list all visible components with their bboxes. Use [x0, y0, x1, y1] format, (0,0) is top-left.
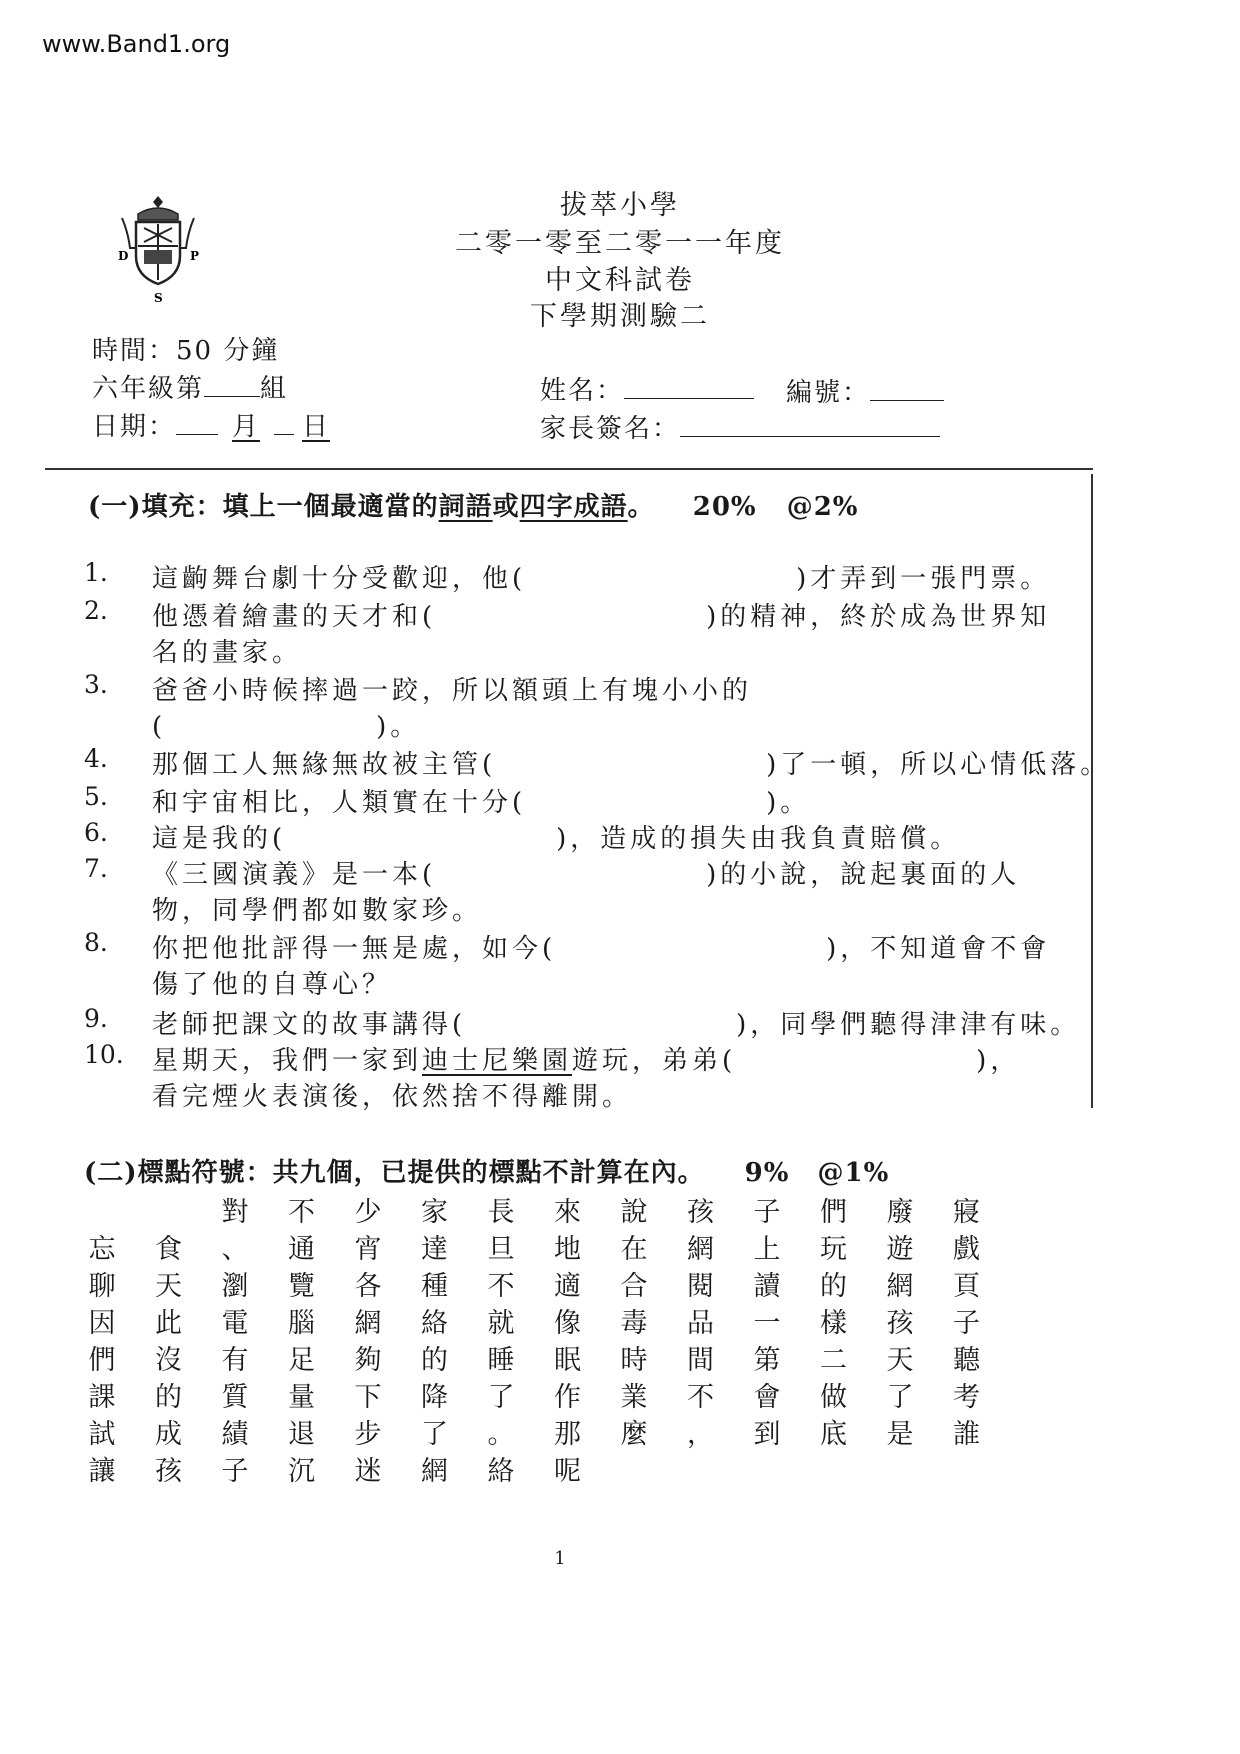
section1-title-pre: (一)填充：填上一個最適當的: [88, 492, 439, 522]
grid-character: 、: [221, 1234, 249, 1265]
q3-number: 3.: [84, 670, 108, 699]
grid-character: 通: [288, 1234, 315, 1265]
grid-character: 那: [554, 1419, 581, 1450]
exam-title: 下學期測驗二: [530, 301, 710, 332]
grid-character: 時: [620, 1345, 648, 1376]
grid-character: 寢: [953, 1197, 980, 1228]
q8-line2: 傷了他的自尊心？: [152, 970, 393, 1000]
grid-character: 不: [288, 1197, 315, 1228]
grid-character: 二: [820, 1345, 847, 1376]
grid-character: 不: [487, 1271, 515, 1302]
grid-character: 遊: [886, 1234, 914, 1265]
grid-character: 的: [820, 1271, 847, 1302]
grid-character: 樣: [820, 1308, 847, 1339]
grid-character: 考: [953, 1382, 980, 1413]
grid-character: 績: [221, 1419, 249, 1450]
grid-row: [82, 1338, 1002, 1374]
q4-number: 4.: [84, 744, 108, 773]
grid-character: 間: [687, 1345, 714, 1376]
grid-character: 食: [155, 1234, 182, 1265]
grid-character: 。: [487, 1419, 515, 1450]
q7-line1: 《三國演義》是一本( )的小說，說起裏面的人: [152, 860, 1021, 890]
grid-character: 瀏: [221, 1271, 249, 1302]
section2-each: @1%: [817, 1158, 890, 1188]
grid-character: 業: [620, 1382, 648, 1413]
grid-character: 孩: [687, 1197, 714, 1228]
grid-row: [82, 1412, 1002, 1448]
q2-number: 2.: [84, 596, 108, 625]
grid-character: 質: [221, 1382, 249, 1413]
grid-character: 上: [753, 1234, 781, 1265]
grid-character: 種: [421, 1271, 448, 1302]
class-field: [92, 368, 288, 405]
grid-character: 毒: [620, 1308, 648, 1339]
q10-line1-pre: 星期天，我們一家到: [152, 1046, 423, 1076]
date-day-label: 日: [302, 412, 331, 442]
grid-character: 課: [88, 1382, 116, 1413]
grid-character: 沉: [288, 1456, 315, 1487]
q8-number: 8.: [84, 928, 108, 957]
grid-character: 子: [221, 1456, 249, 1487]
section2-score: 9%: [744, 1158, 790, 1188]
grid-character: 腦: [288, 1308, 315, 1339]
q2-line1: 他憑着繪畫的天才和( )的精神，終於成為世界知: [152, 602, 1051, 632]
grid-character: 讓: [88, 1456, 116, 1487]
page-number: 1: [554, 1548, 566, 1569]
q6-number: 6.: [84, 818, 108, 847]
section1-title-word: 詞語: [438, 492, 493, 522]
q10-number: 10.: [84, 1040, 124, 1069]
section2-title-text: (二)標點符號：共九個，已提供的標點不計算在內。: [84, 1158, 705, 1188]
grid-character: 了: [886, 1382, 914, 1413]
grid-row: [82, 1264, 1002, 1300]
q3-line1: 爸爸小時候摔過一跤，所以額頭上有塊小小的: [152, 676, 753, 706]
academic-year: 二零一零至二零一一年度: [455, 228, 785, 259]
grid-character: 電: [221, 1308, 249, 1339]
grid-row: [82, 1227, 1002, 1263]
grid-character: 的: [421, 1345, 448, 1376]
number-field: [786, 372, 944, 409]
grid-character: 足: [288, 1345, 315, 1376]
grid-character: 降: [421, 1382, 448, 1413]
grid-character: 在: [620, 1234, 648, 1265]
grid-character: 孩: [155, 1456, 182, 1487]
grid-character: 聽: [953, 1345, 980, 1376]
grid-character: 到: [753, 1419, 781, 1450]
date-day-blank[interactable]: [274, 408, 294, 435]
grid-character: 品: [687, 1308, 714, 1339]
grid-character: 會: [753, 1382, 781, 1413]
grid-character: 底: [820, 1419, 847, 1450]
q10-line1: [152, 1040, 1020, 1077]
grid-character: 子: [953, 1308, 980, 1339]
exam-time: 時間：50 分鐘: [92, 336, 280, 366]
q5-line1: 和宇宙相比，人類實在十分( )。: [152, 788, 811, 818]
name-label: 姓名：: [540, 376, 625, 406]
date-field: [92, 406, 338, 443]
section-box-right: [1091, 474, 1093, 1108]
grid-character: 呢: [554, 1456, 581, 1487]
q7-number: 7.: [84, 854, 108, 883]
parent-signature-label: 家長簽名：: [540, 414, 681, 444]
grid-character: 了: [487, 1382, 515, 1413]
grid-character: 麼: [620, 1419, 648, 1450]
crest-letter-p: P: [190, 249, 200, 263]
grid-character: 聊: [88, 1271, 116, 1302]
grid-character: 天: [886, 1345, 914, 1376]
crest-letter-s: S: [154, 291, 163, 305]
grid-character: 誰: [953, 1419, 980, 1450]
grid-character: 眠: [554, 1345, 581, 1376]
grid-character: 閱: [687, 1271, 714, 1302]
number-label: 編號：: [786, 378, 871, 408]
section1-each: @2%: [786, 492, 859, 522]
parent-signature-field: [540, 408, 940, 445]
grid-row: [82, 1449, 1002, 1485]
q10-line2: 看完煙火表演後，依然捨不得離開。: [152, 1082, 633, 1112]
section1-title-end: 。: [627, 492, 655, 522]
grid-character: 夠: [354, 1345, 382, 1376]
section1-title: [88, 486, 858, 523]
grid-character: 對: [221, 1197, 249, 1228]
grid-character: 退: [288, 1419, 315, 1450]
paper-subject: 中文科試卷: [545, 265, 695, 296]
grid-character: 宵: [354, 1234, 382, 1265]
grid-character: 少: [354, 1197, 382, 1228]
name-field: [540, 370, 754, 407]
grid-character: 忘: [88, 1234, 116, 1265]
grid-character: 孩: [886, 1308, 914, 1339]
grid-character: 下: [354, 1382, 382, 1413]
grid-character: 沒: [155, 1345, 182, 1376]
grid-character: 說: [620, 1197, 648, 1228]
section1-score: 20%: [692, 492, 757, 522]
grid-character: 第: [753, 1345, 781, 1376]
grid-character: 的: [155, 1382, 182, 1413]
grid-character: 迷: [354, 1456, 382, 1487]
grid-character: 了: [421, 1419, 448, 1450]
grid-character: 作: [554, 1382, 581, 1413]
grid-character: 達: [421, 1234, 448, 1265]
q1-number: 1.: [84, 558, 108, 587]
grid-character: 此: [155, 1308, 182, 1339]
grid-character: ，: [687, 1419, 714, 1450]
grid-character: 網: [886, 1271, 914, 1302]
grid-character: 絡: [421, 1308, 448, 1339]
grid-character: 旦: [487, 1234, 515, 1265]
date-label: 日期：: [92, 412, 177, 442]
grid-character: 絡: [487, 1456, 515, 1487]
grid-character: 家: [421, 1197, 448, 1228]
grid-character: 來: [554, 1197, 581, 1228]
grid-character: 子: [753, 1197, 781, 1228]
date-month-label: 月: [232, 412, 261, 442]
grid-character: 一: [753, 1308, 781, 1339]
grid-character: 玩: [820, 1234, 847, 1265]
q3-line2: ( )。: [152, 712, 421, 742]
grid-character: 各: [354, 1271, 382, 1302]
site-url: www.Band1.org: [42, 30, 231, 58]
section1-title-or: 或: [492, 492, 520, 522]
grid-character: 像: [554, 1308, 581, 1339]
q5-number: 5.: [84, 782, 108, 811]
grid-character: 不: [687, 1382, 714, 1413]
q1-line1: 這齣舞台劇十分受歡迎，他( )才弄到一張門票。: [152, 564, 1051, 594]
grid-character: 試: [88, 1419, 116, 1450]
grid-character: 地: [554, 1234, 581, 1265]
class-blank[interactable]: [204, 370, 260, 397]
grid-character: 讀: [753, 1271, 781, 1302]
grid-character: 量: [288, 1382, 315, 1413]
grid-character: 戲: [953, 1234, 980, 1265]
grid-character: 們: [820, 1197, 847, 1228]
grid-character: 因: [88, 1308, 116, 1339]
grid-character: 頁: [953, 1271, 980, 1302]
parent-signature-blank[interactable]: [680, 410, 940, 437]
grid-row: [82, 1301, 1002, 1337]
grid-character: 們: [88, 1345, 116, 1376]
q10-place: 迪士尼樂園: [422, 1046, 573, 1076]
q9-line1: 老師把課文的故事講得( )，同學們聽得津津有味。: [152, 1010, 1081, 1040]
grid-character: 做: [820, 1382, 847, 1413]
grid-character: 長: [487, 1197, 515, 1228]
q10-line1-post: 遊玩，弟弟( )，: [572, 1046, 1021, 1076]
name-blank[interactable]: [624, 372, 754, 399]
grid-character: 適: [554, 1271, 581, 1302]
date-month-blank[interactable]: [176, 408, 218, 435]
q4-line1: 那個工人無緣無故被主管( )了一頓，所以心情低落。: [152, 750, 1111, 780]
q7-line2: 物，同學們都如數家珍。: [152, 896, 483, 926]
grid-row: [82, 1375, 1002, 1411]
q2-line2: 名的畫家。: [152, 638, 303, 668]
grid-character: 是: [886, 1419, 914, 1450]
q6-line1: 這是我的( )，造成的損失由我負責賠償。: [152, 824, 961, 854]
class-suffix: 組: [260, 374, 289, 404]
grid-character: 網: [354, 1308, 382, 1339]
grid-character: 天: [155, 1271, 182, 1302]
grid-character: 廢: [886, 1197, 914, 1228]
number-blank[interactable]: [870, 374, 944, 401]
crest-letter-d: D: [118, 249, 129, 263]
section-box-top: [45, 468, 1093, 470]
grid-character: 步: [354, 1419, 382, 1450]
grid-character: 成: [155, 1419, 182, 1450]
q8-line1: 你把他批評得一無是處，如今( )，不知道會不會: [152, 934, 1051, 964]
section2-title: [84, 1152, 889, 1189]
grid-character: 網: [421, 1456, 448, 1487]
grid-character: 就: [487, 1308, 515, 1339]
section1-title-idiom: 四字成語: [519, 492, 628, 522]
grid-row: [82, 1190, 1002, 1226]
grid-character: 有: [221, 1345, 249, 1376]
grid-character: 網: [687, 1234, 714, 1265]
grid-character: 睡: [487, 1345, 515, 1376]
class-prefix: 六年級第: [92, 374, 205, 404]
school-name: 拔萃小學: [560, 190, 680, 221]
grid-character: 覽: [288, 1271, 315, 1302]
q9-number: 9.: [84, 1004, 108, 1033]
grid-character: 合: [620, 1271, 648, 1302]
